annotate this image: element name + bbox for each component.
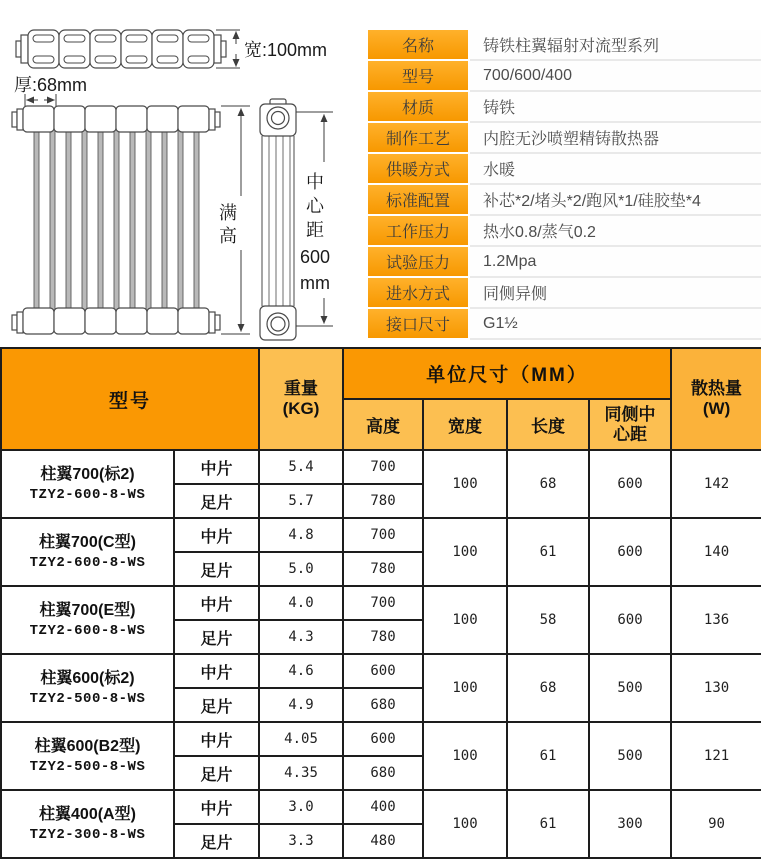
spec-row-heating-mode <box>368 154 761 185</box>
piece-type: 足片 <box>174 552 259 586</box>
model-name: 柱翼700(E型) <box>39 602 136 620</box>
width-value: 100 <box>423 586 507 654</box>
height-value: 680 <box>343 688 423 722</box>
weight-value: 3.3 <box>259 824 343 858</box>
model-code: TZY2-600-8-WS <box>29 622 146 639</box>
piece-type: 中片 <box>174 518 259 552</box>
spec-value: 700/600/400 <box>470 61 761 92</box>
spec-value: 铸铁 <box>470 92 761 123</box>
col-header-center-distance: 同侧中 心距 <box>589 399 671 450</box>
spec-label: 型号 <box>368 61 468 92</box>
height-value: 600 <box>343 722 423 756</box>
piece-type: 足片 <box>174 688 259 722</box>
center-distance-value: 600 <box>589 450 671 518</box>
heat-output-value: 121 <box>671 722 761 790</box>
spec-label: 试验压力 <box>368 247 468 278</box>
table-row <box>1 586 761 620</box>
table-row <box>1 450 761 484</box>
spec-value: 热水0.8/蒸气0.2 <box>470 216 761 247</box>
col-header-width: 宽度 <box>423 399 507 450</box>
width-value: 100 <box>423 790 507 858</box>
table-row <box>1 722 761 756</box>
center-distance-char2: 心 <box>306 196 324 216</box>
model-cell <box>1 518 174 586</box>
radiator-front-view <box>12 106 220 334</box>
model-name: 柱翼700(C型) <box>39 534 136 552</box>
height-value: 680 <box>343 756 423 790</box>
model-code: TZY2-600-8-WS <box>29 486 146 503</box>
model-code: TZY2-300-8-WS <box>29 826 146 843</box>
piece-type: 中片 <box>174 790 259 824</box>
center-distance-value: 500 <box>589 654 671 722</box>
center-distance-char3: 距 <box>306 220 324 240</box>
center-distance-unit: mm <box>300 273 330 293</box>
weight-value: 5.7 <box>259 484 343 518</box>
spec-value: 1.2Mpa <box>470 247 761 278</box>
model-code: TZY2-500-8-WS <box>29 758 146 775</box>
model-name: 柱翼600(标2) <box>40 670 135 688</box>
width-value: 100 <box>423 450 507 518</box>
spec-label: 供暖方式 <box>368 154 468 185</box>
width-value: 100 <box>423 518 507 586</box>
weight-value: 4.05 <box>259 722 343 756</box>
table-row <box>1 790 761 824</box>
heat-output-value: 142 <box>671 450 761 518</box>
spec-row-standard-config <box>368 185 761 216</box>
radiator-drawing-svg <box>0 0 365 347</box>
length-value: 61 <box>507 518 589 586</box>
spec-row-model <box>368 61 761 92</box>
weight-value: 4.9 <box>259 688 343 722</box>
weight-value: 5.4 <box>259 450 343 484</box>
spec-label: 接口尺寸 <box>368 309 468 340</box>
radiator-technical-drawing <box>0 0 365 347</box>
spec-value: 水暖 <box>470 154 761 185</box>
model-name: 柱翼700(标2) <box>40 466 135 484</box>
spec-label: 制作工艺 <box>368 123 468 154</box>
spec-value: G1½ <box>470 309 761 340</box>
radiator-side-view <box>260 99 296 340</box>
width-dimension-label: 宽:100mm <box>244 40 328 60</box>
spec-row-inlet-mode <box>368 278 761 309</box>
heat-output-value: 90 <box>671 790 761 858</box>
size-table <box>0 347 761 859</box>
radiator-top-view <box>16 30 226 68</box>
center-distance-value: 600 <box>589 586 671 654</box>
center-distance-value: 600 <box>299 247 331 267</box>
radiator-tubes <box>34 130 199 310</box>
spec-value: 同侧异侧 <box>470 278 761 309</box>
piece-type: 足片 <box>174 620 259 654</box>
top-section <box>0 0 761 347</box>
spec-row-material <box>368 92 761 123</box>
heat-output-value: 140 <box>671 518 761 586</box>
center-distance-dimension <box>296 112 333 326</box>
center-distance-char1: 中 <box>306 172 324 192</box>
width-value: 100 <box>423 722 507 790</box>
model-code: TZY2-600-8-WS <box>29 554 146 571</box>
col-header-length: 长度 <box>507 399 589 450</box>
col-header-unit-size: 单位尺寸（MM） <box>343 348 671 399</box>
weight-value: 4.8 <box>259 518 343 552</box>
full-height-label-char1: 满 <box>219 203 237 223</box>
model-cell <box>1 722 174 790</box>
piece-type: 中片 <box>174 722 259 756</box>
spec-row-test-pressure <box>368 247 761 278</box>
center-distance-value: 600 <box>589 518 671 586</box>
height-value: 780 <box>343 552 423 586</box>
length-value: 58 <box>507 586 589 654</box>
spec-panel <box>368 30 761 340</box>
size-table-header <box>1 348 761 450</box>
model-cell <box>1 586 174 654</box>
model-code: TZY2-500-8-WS <box>29 690 146 707</box>
table-row <box>1 654 761 688</box>
weight-value: 4.35 <box>259 756 343 790</box>
heat-output-value: 136 <box>671 586 761 654</box>
height-value: 480 <box>343 824 423 858</box>
spec-value: 内腔无沙喷塑精铸散热器 <box>470 123 761 154</box>
spec-value: 补芯*2/堵头*2/跑风*1/硅胶垫*4 <box>470 185 761 216</box>
piece-type: 足片 <box>174 824 259 858</box>
weight-value: 3.0 <box>259 790 343 824</box>
height-value: 700 <box>343 586 423 620</box>
col-header-model: 型号 <box>1 348 259 450</box>
height-value: 780 <box>343 484 423 518</box>
length-value: 68 <box>507 450 589 518</box>
model-name: 柱翼600(B2型) <box>34 738 141 756</box>
spec-label: 进水方式 <box>368 278 468 309</box>
spec-label: 材质 <box>368 92 468 123</box>
length-value: 61 <box>507 790 589 858</box>
model-cell <box>1 790 174 858</box>
full-height-label-char2: 高 <box>219 226 237 246</box>
spec-row-port-size <box>368 309 761 340</box>
height-value: 400 <box>343 790 423 824</box>
col-header-height: 高度 <box>343 399 423 450</box>
piece-type: 中片 <box>174 586 259 620</box>
width-value: 100 <box>423 654 507 722</box>
length-value: 61 <box>507 722 589 790</box>
piece-type: 足片 <box>174 484 259 518</box>
model-cell <box>1 450 174 518</box>
center-distance-value: 300 <box>589 790 671 858</box>
piece-type: 足片 <box>174 756 259 790</box>
model-cell <box>1 654 174 722</box>
piece-type: 中片 <box>174 654 259 688</box>
weight-value: 4.0 <box>259 586 343 620</box>
table-row <box>1 518 761 552</box>
center-distance-value: 500 <box>589 722 671 790</box>
height-value: 700 <box>343 450 423 484</box>
heat-output-value: 130 <box>671 654 761 722</box>
height-value: 780 <box>343 620 423 654</box>
weight-value: 4.3 <box>259 620 343 654</box>
spec-value: 铸铁柱翼辐射对流型系列 <box>470 30 761 61</box>
length-value: 68 <box>507 654 589 722</box>
spec-row-name <box>368 30 761 61</box>
spec-label: 标准配置 <box>368 185 468 216</box>
weight-value: 5.0 <box>259 552 343 586</box>
spec-row-process <box>368 123 761 154</box>
spec-label: 名称 <box>368 30 468 61</box>
piece-type: 中片 <box>174 450 259 484</box>
weight-value: 4.6 <box>259 654 343 688</box>
thickness-dimension-label: 厚:68mm <box>14 75 88 95</box>
height-value: 600 <box>343 654 423 688</box>
model-name: 柱翼400(A型) <box>39 806 136 824</box>
col-header-heat-output: 散热量 (W) <box>671 348 761 450</box>
spec-row-working-pressure <box>368 216 761 247</box>
height-value: 700 <box>343 518 423 552</box>
col-header-weight: 重量 (KG) <box>259 348 343 450</box>
spec-label: 工作压力 <box>368 216 468 247</box>
